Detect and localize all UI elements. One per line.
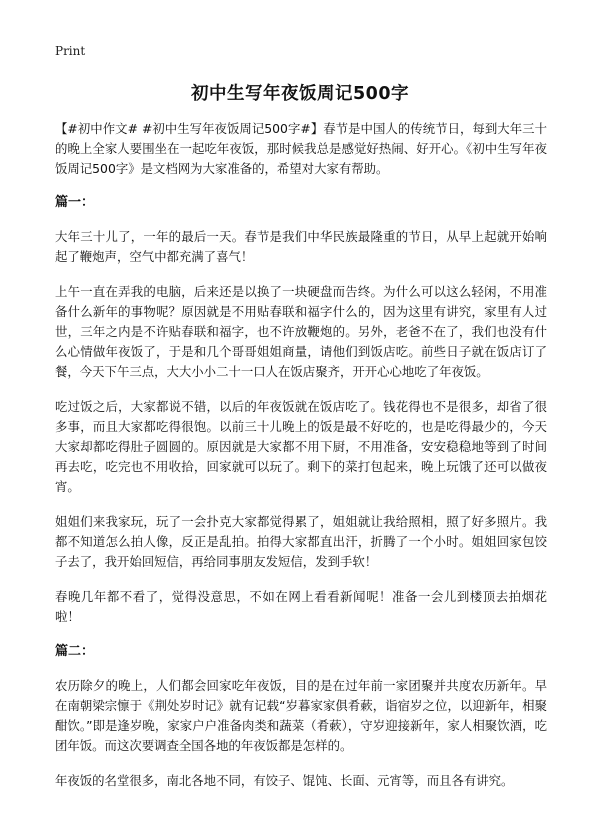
document-title: 初中生写年夜饭周记500字 [190,84,410,104]
document-body [55,119,547,806]
section-1-paragraph-4: 姐姐们来我家玩，玩了一会扑克大家都觉得累了，姐姐就让我给照相，照了好多照片。我都不知道怎么拍人像，反正是乱拍。拍得大家都直出汗，折腾了一个小时。姐姐回家包饺子去了，我开始回短信，再给同事朋友发短信，发到手软！ [55,514,547,569]
section-1-paragraph-1: 大年三十儿了，一年的最后一天。春节是我们中华民族最隆重的节日，从早上起就开始响起了鞭炮声，空气中都充满了喜气！ [55,229,547,264]
intro-paragraph: 【#初中作文# #初中生写年夜饭周记500字#】春节是中国人的传统节日，每到大年三十的晚上全家人要围坐在一起吃年夜饭，那时候我总是感觉好热闹、好开心。《初中生写年夜饭周记500字》是文档网为大家准备的，希望对大家有帮助。 [55,121,547,176]
section-1-paragraph-5: 春晚几年都不看了，觉得没意思，不如在网上看看新闻呢！准备一会儿到楼顶去拍烟花啦！ [55,589,547,624]
section-2-paragraph-2: 年夜饭的名堂很多，南北各地不同，有饺子、馄饨、长面、元宵等，而且各有讲究。 [55,773,514,788]
print-link[interactable]: Print [55,44,86,58]
section-1-paragraph-3: 吃过饭之后，大家都说不错，以后的年夜饭就在饭店吃了。钱花得也不是很多，却省了很多事，而且大家都吃得很饱。以前三十儿晚上的饭是最不好吃的，也是吃得最少的，今天大家却都吃得肚子圆圆的。原因就是大家都不用下厨，不用准备，安安稳稳地等到了时间再去吃，吃完也不用收拾，回家就可以玩了。剩下的菜打包起来，晚上玩饿了还可以做夜宵。 [55,399,547,494]
section-2-paragraph-1: 农历除夕的晚上，人们都会回家吃年夜饭，目的是在过年前一家团聚并共度农历新年。早在南朝梁宗懔于《荆处岁时记》就有记载“岁暮家家俱肴蔌，诣宿岁之位，以迎新年，相聚酣饮。”即是逢岁晚，家家户户准备肉类和蔬菜（肴蔌），守岁迎接新年，家人相聚饮酒，吃团年饭。而这次要调查全国各地的年夜饭都是怎样的。 [55,678,547,753]
section-heading-2: 篇二： [55,644,95,659]
section-1-paragraph-2: 上午一直在弄我的电脑，后来还是以换了一块硬盘而告终。为什么可以这么轻闲，不用准备什么新年的事物呢？原因就是不用贴春联和福字什么的，因为这里有讲究，家里有人过世，三年之内是不许贴春联和福字，也不许放鞭炮的。另外，老爸不在了，我们也没有什么心情做年夜饭了，于是和几个哥哥姐姐商量，请他们到饭店吃。前些日子就在饭店订了餐，今天下午三点，大大小小二十一口人在饭店聚齐，开开心心地吃了年夜饭。 [55,284,547,379]
section-heading-1: 篇一： [55,195,95,210]
